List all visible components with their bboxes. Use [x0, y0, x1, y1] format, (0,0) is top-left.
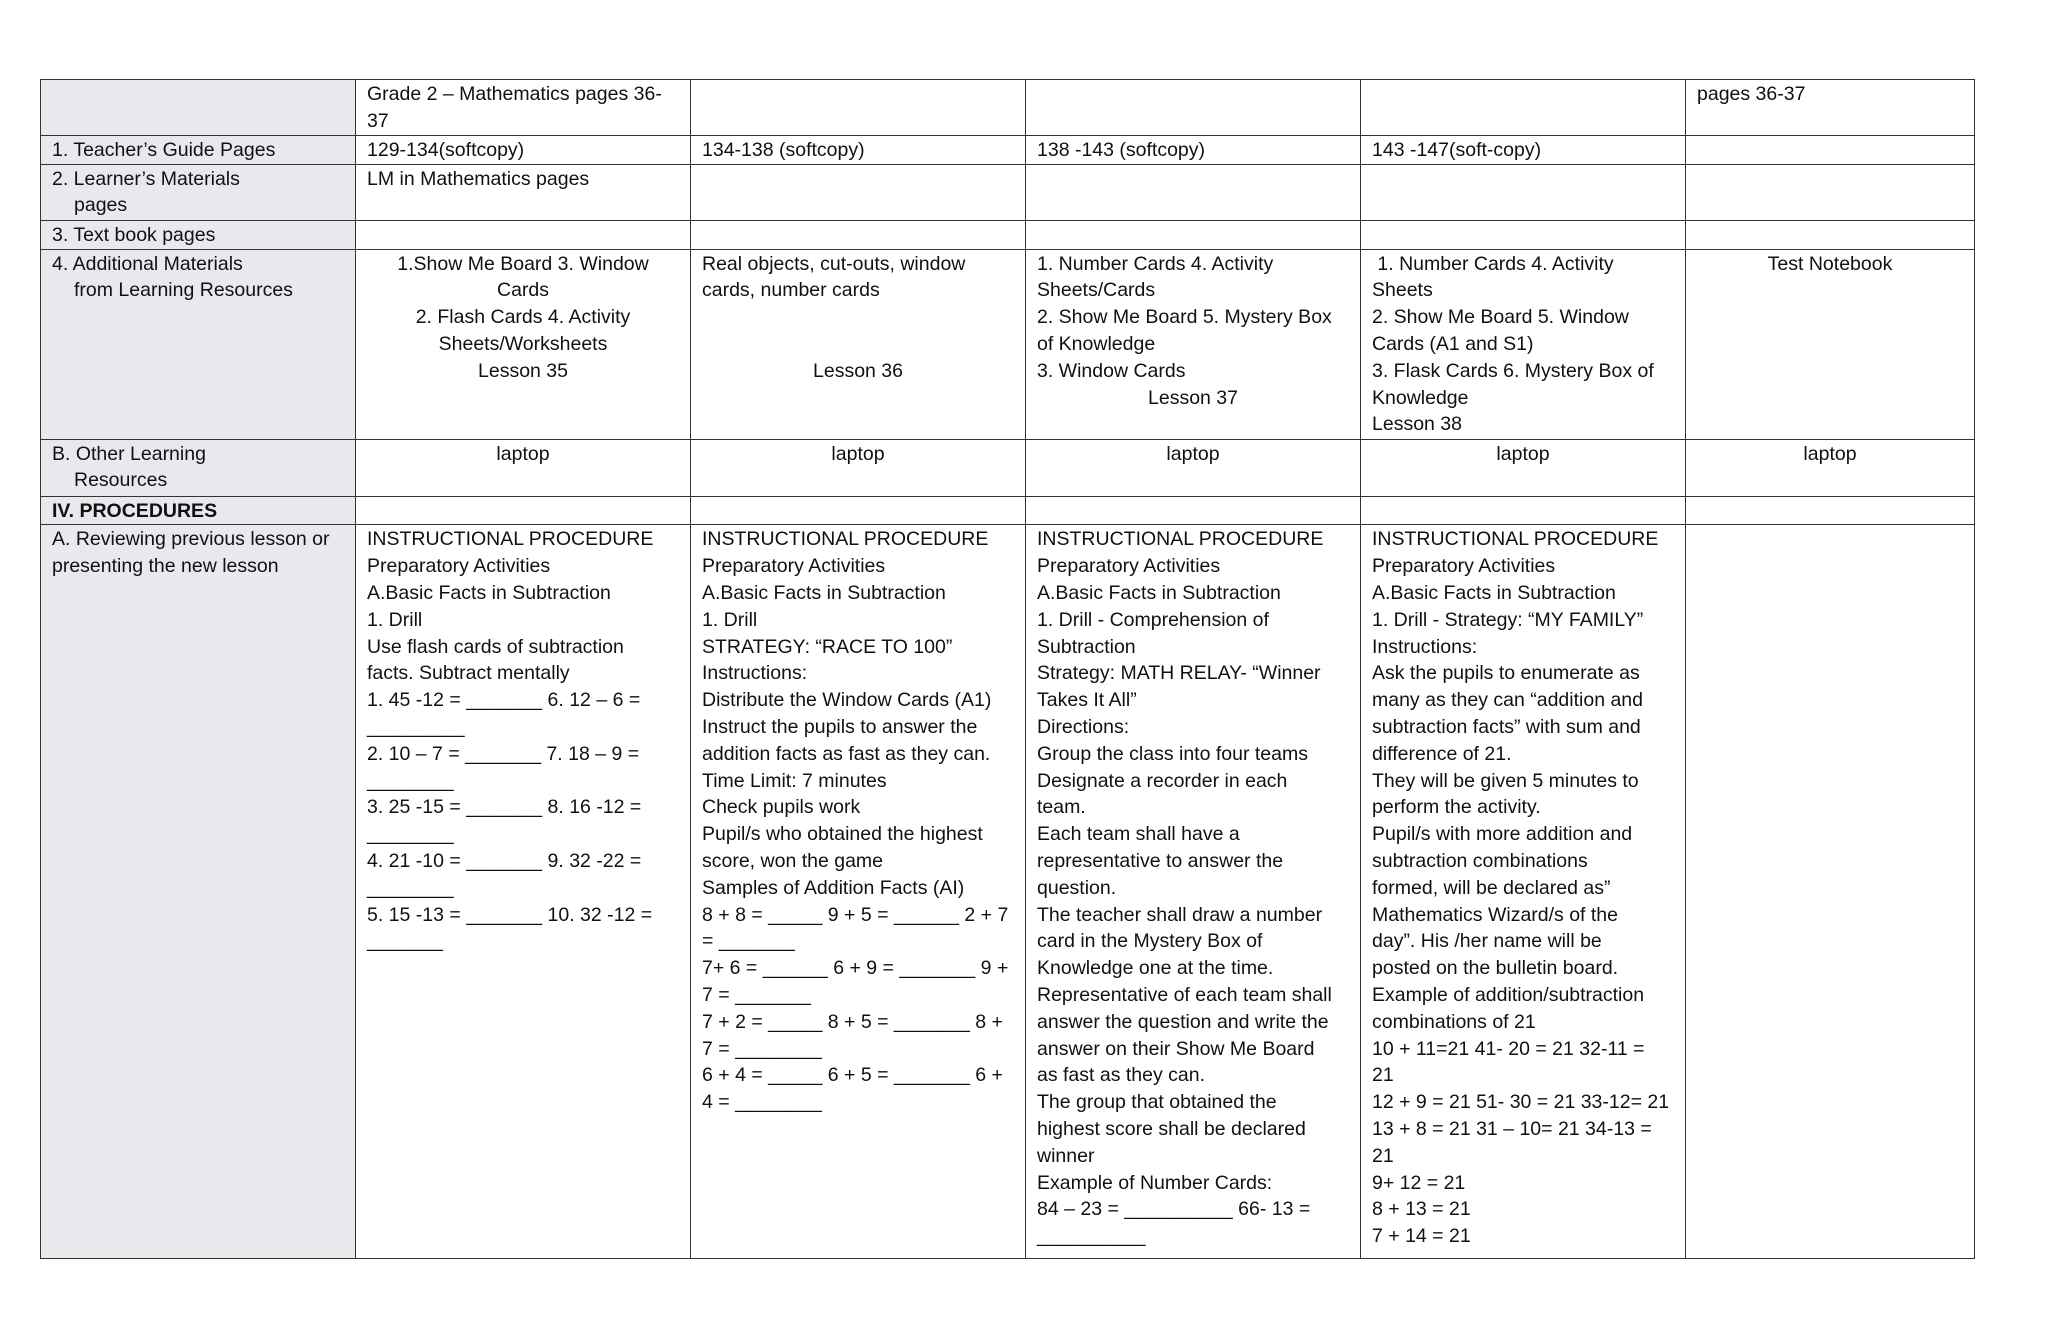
text-line: subtraction combinations	[1372, 849, 1588, 872]
text-line: 2. Learner’s Materials	[52, 167, 240, 190]
text-line: Subtraction	[1037, 635, 1136, 658]
text-line: They will be given 5 minutes to	[1372, 769, 1639, 792]
text-line: A.Basic Facts in Subtraction	[702, 581, 946, 604]
cell	[356, 249, 691, 439]
text-line: Instructions:	[1372, 635, 1478, 658]
cell: 134-138 (softcopy)	[691, 135, 1026, 164]
text-line: as fast as they can.	[1037, 1064, 1206, 1087]
text-line: 5. 15 -13 = _______ 10. 32 -12 =	[367, 903, 653, 926]
text-line: many as they can “addition and	[1372, 689, 1644, 712]
reviewing-row	[41, 525, 1975, 1259]
cell: LM in Mathematics pages	[356, 164, 691, 220]
row-label: 3. Text book pages	[41, 220, 356, 249]
text-line: _______	[367, 930, 443, 953]
procedures-row	[41, 496, 1975, 525]
text-line: 1. Number Cards 4. Activity	[1037, 252, 1274, 275]
day5-procedure-cell	[1686, 525, 1975, 1259]
text-line: Directions:	[1037, 715, 1130, 738]
text-line: __________	[1037, 1225, 1146, 1248]
text-line: 1. Drill - Strategy: “MY FAMILY”	[1372, 608, 1644, 631]
text-line: Samples of Addition Facts (AI)	[702, 876, 965, 899]
text-line: Knowledge	[1372, 386, 1469, 409]
text-line: Preparatory Activities	[1037, 555, 1221, 578]
header-row	[41, 80, 1975, 136]
header-day5-cell: pages 36-37	[1686, 80, 1975, 136]
text-line: 2. 10 – 7 = _______ 7. 18 – 9 =	[367, 742, 640, 765]
day1-procedure-cell	[356, 525, 691, 1259]
text-line: _________	[367, 715, 465, 738]
text-line: 1. Drill - Comprehension of	[1037, 608, 1269, 631]
text-line: perform the activity.	[1372, 796, 1541, 819]
text-line: 1. Drill	[367, 608, 423, 631]
text-line: ________	[367, 769, 454, 792]
text-line: Sheets/Worksheets	[438, 332, 608, 355]
text-line: Use flash cards of subtraction	[367, 635, 624, 658]
text-line: Instructions:	[702, 662, 808, 685]
text-line: 8 + 13 = 21	[1372, 1198, 1471, 1221]
text-line: ________	[367, 876, 454, 899]
text-line: 7+ 6 = ______ 6 + 9 = _______ 9 +	[702, 957, 1009, 980]
text-line: 12 + 9 = 21 51- 30 = 21 33-12= 21	[1372, 1091, 1670, 1114]
section-heading: IV. PROCEDURES	[41, 496, 356, 525]
text-line: 2. Show Me Board 5. Mystery Box	[1037, 306, 1332, 329]
text-line	[702, 304, 1014, 331]
header-day3-cell	[1026, 80, 1361, 136]
cell: 143 -147(soft-copy)	[1361, 135, 1686, 164]
lesson-label: Lesson 37	[1148, 386, 1238, 409]
text-line: Time Limit: 7 minutes	[702, 769, 887, 792]
text-line: 7 = _______	[702, 983, 811, 1006]
text-line: Strategy: MATH RELAY- “Winner	[1037, 662, 1321, 685]
teachers-guide-row	[41, 135, 1975, 164]
text-line: The teacher shall draw a number	[1037, 903, 1323, 926]
cell	[1686, 164, 1975, 220]
header-label-cell	[41, 80, 356, 136]
text-line: Pupil/s who obtained the highest	[702, 823, 983, 846]
text-line: Grade 2 – Mathematics pages 36-	[367, 83, 662, 105]
text-line: score, won the game	[702, 849, 884, 872]
text-line: 7 + 14 = 21	[1372, 1225, 1471, 1248]
cell	[1361, 496, 1686, 525]
cell	[1361, 164, 1686, 220]
header-day2-cell	[691, 80, 1026, 136]
text-line: 1. 45 -12 = _______ 6. 12 – 6 =	[367, 689, 641, 712]
text-line: formed, will be declared as”	[1372, 876, 1611, 899]
text-line: team.	[1037, 796, 1086, 819]
text-line: 7 + 2 = _____ 8 + 5 = _______ 8 +	[702, 1010, 1003, 1033]
text-line: INSTRUCTIONAL PROCEDURE	[1037, 528, 1324, 551]
lesson-label: Lesson 38	[1372, 413, 1462, 436]
text-line: addition facts as fast as they can.	[702, 742, 991, 765]
dll-table	[40, 79, 1975, 1259]
text-line: 3. 25 -15 = _______ 8. 16 -12 =	[367, 796, 642, 819]
additional-materials-row	[41, 249, 1975, 439]
header-day4-cell	[1361, 80, 1686, 136]
text-line: STRATEGY: “RACE TO 100”	[702, 635, 953, 658]
text-line: 21	[1372, 1064, 1394, 1087]
text-line	[702, 331, 1014, 358]
text-line: Instruct the pupils to answer the	[702, 715, 978, 738]
text-line: 4. 21 -10 = _______ 9. 32 -22 =	[367, 849, 642, 872]
text-line: 13 + 8 = 21 31 – 10= 21 34-13 =	[1372, 1117, 1652, 1140]
cell: laptop	[1361, 439, 1686, 496]
text-line: 6 + 4 = _____ 6 + 5 = _______ 6 +	[702, 1064, 1003, 1087]
learners-materials-row	[41, 164, 1975, 220]
text-line: 3. Window Cards	[1037, 359, 1186, 382]
cell	[1686, 220, 1975, 249]
text-line: Real objects, cut-outs, window	[702, 252, 966, 275]
text-line: highest score shall be declared	[1037, 1117, 1306, 1140]
cell: Test Notebook	[1686, 249, 1975, 439]
text-line: cards, number cards	[702, 279, 880, 302]
text-line: presenting the new lesson	[52, 555, 279, 578]
text-line: Example of Number Cards:	[1037, 1171, 1273, 1194]
text-line: representative to answer the	[1037, 849, 1284, 872]
text-line: answer on their Show Me Board	[1037, 1037, 1315, 1060]
text-line: subtraction facts” with sum and	[1372, 715, 1641, 738]
text-line: A. Reviewing previous lesson or	[52, 528, 330, 551]
text-line: Each team shall have a	[1037, 823, 1240, 846]
text-line: 1. Drill	[702, 608, 758, 631]
text-line: day”. His /her name will be	[1372, 930, 1602, 953]
other-resources-row	[41, 439, 1975, 496]
text-line: 3. Flask Cards 6. Mystery Box of	[1372, 359, 1654, 382]
text-line: Lesson 35	[478, 359, 568, 382]
day3-procedure-cell	[1026, 525, 1361, 1259]
text-line: 7 = ________	[702, 1037, 822, 1060]
text-line: 37	[367, 109, 389, 132]
text-line: Resources	[74, 469, 168, 492]
text-line: Cards	[496, 279, 550, 302]
cell: 129-134(softcopy)	[356, 135, 691, 164]
text-line: INSTRUCTIONAL PROCEDURE	[702, 528, 989, 551]
text-line: Check pupils work	[702, 796, 861, 819]
text-line: of Knowledge	[1037, 332, 1156, 355]
text-line: 10 + 11=21 41- 20 = 21 32-11 =	[1372, 1037, 1645, 1060]
cell	[1686, 496, 1975, 525]
row-label	[41, 439, 356, 496]
cell: laptop	[691, 439, 1026, 496]
text-line: Preparatory Activities	[367, 555, 551, 578]
cell	[1026, 249, 1361, 439]
text-line: Distribute the Window Cards (A1)	[702, 689, 992, 712]
cell	[1361, 220, 1686, 249]
text-line: posted on the bulletin board.	[1372, 957, 1619, 980]
cell	[356, 496, 691, 525]
text-line: Takes It All”	[1037, 689, 1137, 712]
text-line: INSTRUCTIONAL PROCEDURE	[367, 528, 654, 551]
cell: laptop	[1686, 439, 1975, 496]
text-line: 84 – 23 = __________ 66- 13 =	[1037, 1198, 1311, 1221]
text-line: B. Other Learning	[52, 442, 206, 465]
text-line: Preparatory Activities	[702, 555, 886, 578]
text-line: winner	[1037, 1144, 1095, 1167]
text-line: answer the question and write the	[1037, 1010, 1329, 1033]
cell	[691, 249, 1026, 439]
cell: laptop	[356, 439, 691, 496]
text-line: INSTRUCTIONAL PROCEDURE	[1372, 528, 1659, 551]
text-line: Ask the pupils to enumerate as	[1372, 662, 1640, 685]
text-line: Representative of each team shall	[1037, 983, 1332, 1006]
cell	[1026, 164, 1361, 220]
text-line: question.	[1037, 876, 1117, 899]
cell	[691, 220, 1026, 249]
row-label: 1. Teacher’s Guide Pages	[41, 135, 356, 164]
cell	[356, 220, 691, 249]
textbook-row	[41, 220, 1975, 249]
text-line: 9+ 12 = 21	[1372, 1171, 1466, 1194]
cell	[1361, 249, 1686, 439]
text-line: 8 + 8 = _____ 9 + 5 = ______ 2 + 7	[702, 903, 1009, 926]
text-line: A.Basic Facts in Subtraction	[367, 581, 611, 604]
text-line: card in the Mystery Box of	[1037, 930, 1263, 953]
text-line: difference of 21.	[1372, 742, 1512, 765]
row-label	[41, 525, 356, 1259]
text-line: A.Basic Facts in Subtraction	[1037, 581, 1281, 604]
cell	[691, 164, 1026, 220]
cell	[1026, 496, 1361, 525]
text-line: 1. Number Cards 4. Activity	[1372, 252, 1614, 275]
text-line: Knowledge one at the time.	[1037, 957, 1274, 980]
text-line: pages	[74, 194, 128, 217]
text-line: Cards (A1 and S1)	[1372, 332, 1534, 355]
text-line: 2. Flash Cards 4. Activity	[415, 306, 631, 329]
text-line: 4. Additional Materials	[52, 252, 243, 275]
cell	[1026, 220, 1361, 249]
cell	[1686, 135, 1975, 164]
text-line: Preparatory Activities	[1372, 555, 1556, 578]
text-line: 4 = ________	[702, 1091, 822, 1114]
day2-procedure-cell	[691, 525, 1026, 1259]
text-line: Mathematics Wizard/s of the	[1372, 903, 1618, 926]
text-line: Example of addition/subtraction	[1372, 983, 1645, 1006]
cell: 138 -143 (softcopy)	[1026, 135, 1361, 164]
row-label	[41, 164, 356, 220]
text-line: Designate a recorder in each	[1037, 769, 1288, 792]
text-line: ________	[367, 823, 454, 846]
text-line: 21	[1372, 1144, 1394, 1167]
row-label	[41, 249, 356, 439]
text-line: Pupil/s with more addition and	[1372, 823, 1633, 846]
text-line: combinations of 21	[1372, 1010, 1536, 1033]
lesson-label: Lesson 36	[813, 359, 903, 382]
text-line: The group that obtained the	[1037, 1091, 1277, 1114]
text-line: 2. Show Me Board 5. Window	[1372, 306, 1629, 329]
text-line: = _______	[702, 930, 795, 953]
text-line: Sheets/Cards	[1037, 279, 1156, 302]
text-line: from Learning Resources	[74, 279, 293, 302]
cell	[691, 496, 1026, 525]
text-line: A.Basic Facts in Subtraction	[1372, 581, 1616, 604]
cell: laptop	[1026, 439, 1361, 496]
text-line: Sheets	[1372, 279, 1433, 302]
text-line: facts. Subtract mentally	[367, 662, 570, 685]
header-day1-cell	[356, 80, 691, 136]
text-line: 1.Show Me Board 3. Window	[397, 252, 649, 275]
day4-procedure-cell	[1361, 525, 1686, 1259]
text-line: Group the class into four teams	[1037, 742, 1308, 765]
